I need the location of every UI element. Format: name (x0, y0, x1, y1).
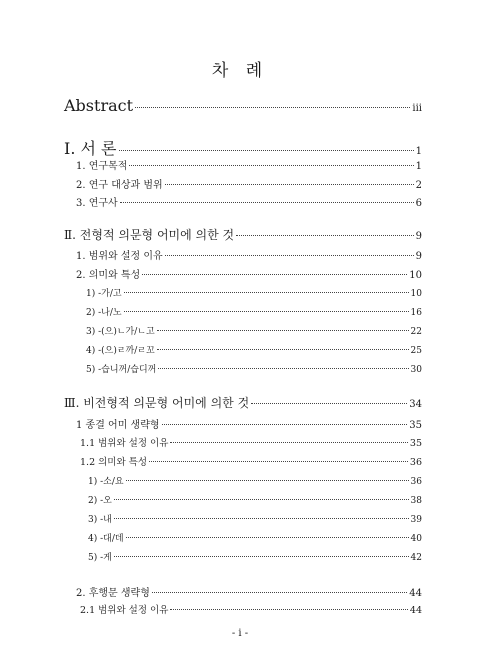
toc-entry[interactable] (0, 324, 480, 337)
toc-entry-page: 10 (410, 289, 422, 299)
toc-entry[interactable] (0, 493, 480, 506)
toc-entry-label: 2. 연구 대상과 범위 (76, 180, 163, 191)
toc-entry-page: 10 (409, 270, 422, 281)
toc-entry[interactable] (0, 512, 480, 525)
toc-entry-page: 38 (410, 496, 422, 506)
toc-entry-page: iii (412, 103, 422, 114)
toc-entry-label: 3) -(으)ㄴ가/ㄴ고 (86, 327, 155, 337)
toc-entry-page: 25 (410, 346, 422, 356)
toc-entry-abstract[interactable] (0, 96, 480, 115)
toc-entry[interactable] (0, 343, 480, 356)
toc-entry[interactable] (0, 176, 480, 191)
toc-entry-page: 6 (415, 198, 422, 209)
leader-dots (124, 292, 409, 293)
toc-entry[interactable] (0, 531, 480, 544)
leader-dots (251, 403, 407, 404)
leader-dots (149, 461, 408, 462)
toc-entry[interactable] (0, 584, 480, 599)
leader-dots (114, 556, 409, 557)
leader-dots (170, 609, 407, 610)
toc-entry-page: 42 (410, 553, 422, 563)
leader-dots (236, 235, 413, 236)
toc-heading: 차 례 (211, 61, 269, 81)
toc-entry-page: 16 (410, 308, 422, 318)
toc-entry[interactable] (0, 286, 480, 299)
leader-dots (135, 107, 410, 108)
toc-entry-page: 34 (409, 399, 422, 410)
toc-entry-page: 30 (410, 365, 422, 375)
leader-dots (119, 150, 414, 151)
toc-entry-label: 4) -(으)ㄹ까/ㄹ꼬 (86, 346, 155, 356)
toc-entry[interactable] (0, 266, 480, 281)
leader-dots (142, 274, 407, 275)
toc-entry-chapter-2[interactable] (0, 226, 480, 243)
toc-entry-label: 2) -나/노 (86, 308, 122, 318)
toc-entry-label: Ⅱ. 전형적 의문형 어미에 의한 것 (64, 228, 235, 242)
leader-dots (114, 499, 409, 500)
toc-entry-page: 2 (415, 180, 422, 191)
leader-dots (158, 368, 408, 369)
toc-entry-label: 1) -소/요 (88, 477, 124, 487)
toc-entry-label: 3) -내 (88, 515, 112, 525)
toc-entry-label: 1 종결 어미 생략형 (76, 420, 160, 431)
leader-dots (157, 349, 409, 350)
toc-entry-chapter-3[interactable] (0, 394, 480, 411)
toc-entry[interactable] (0, 157, 480, 172)
toc-entry-page: 35 (409, 438, 422, 449)
leader-dots (165, 184, 414, 185)
leader-dots (126, 537, 409, 538)
leader-dots (120, 202, 414, 203)
toc-entry-label: 5) -게 (88, 553, 112, 563)
toc-entry-label: Ⅰ. 서 론 (64, 139, 117, 158)
toc-entry[interactable] (0, 602, 480, 616)
toc-entry-label: 2. 후행문 생략형 (76, 588, 150, 599)
toc-entry-label: 4) -대/데 (88, 534, 124, 544)
toc-entry-label: 2) -오 (88, 496, 112, 506)
leader-dots (165, 255, 414, 256)
toc-entry[interactable] (0, 194, 480, 209)
toc-entry-label: Abstract (64, 96, 134, 115)
toc-entry-page: 35 (409, 420, 422, 431)
leader-dots (152, 592, 407, 593)
page-number-footer: - i - (231, 628, 249, 639)
leader-dots (162, 424, 408, 425)
toc-entry-label: 2.1 범위와 설정 이유 (80, 605, 169, 616)
toc-entry-page: 39 (410, 515, 422, 525)
toc-entry-label: 1.2 의미와 특성 (80, 457, 148, 468)
toc-entry[interactable] (0, 550, 480, 563)
toc-entry-label: 1. 범위와 설정 이유 (76, 251, 163, 262)
toc-entry[interactable] (0, 416, 480, 431)
toc-entry-page: 9 (415, 251, 422, 262)
toc-entry-page: 44 (409, 605, 422, 616)
toc-entry-label: 1. 연구목적 (76, 161, 128, 172)
leader-dots (124, 311, 409, 312)
toc-entry-page: 36 (410, 477, 422, 487)
leader-dots (170, 442, 407, 443)
toc-entry-page: 9 (415, 231, 422, 242)
toc-entry-label: 2. 의미와 특성 (76, 270, 141, 281)
toc-entry-label: 1) -가/고 (86, 289, 122, 299)
toc-entry-page: 1 (415, 146, 422, 157)
toc-entry-label: 1.1 범위와 설정 이유 (80, 438, 169, 449)
toc-entry-page: 36 (409, 457, 422, 468)
toc-entry-page: 1 (415, 161, 422, 172)
toc-entry[interactable] (0, 247, 480, 262)
toc-entry[interactable] (0, 435, 480, 449)
toc-entry-label: 3. 연구사 (76, 198, 118, 209)
toc-entry-page: 44 (409, 588, 422, 599)
toc-entry-chapter-1[interactable] (0, 136, 480, 159)
toc-entry-page: 22 (410, 327, 422, 337)
toc-entry[interactable] (0, 305, 480, 318)
leader-dots (114, 518, 409, 519)
toc-entry-label: 5) -습니꺼/습디꺼 (86, 365, 157, 375)
toc-entry[interactable] (0, 474, 480, 487)
leader-dots (129, 165, 413, 166)
leader-dots (126, 480, 409, 481)
toc-entry[interactable] (0, 362, 480, 375)
toc-entry-page: 40 (410, 534, 422, 544)
leader-dots (157, 330, 409, 331)
toc-entry-label: Ⅲ. 비전형적 의문형 어미에 의한 것 (64, 396, 250, 410)
toc-entry[interactable] (0, 454, 480, 468)
